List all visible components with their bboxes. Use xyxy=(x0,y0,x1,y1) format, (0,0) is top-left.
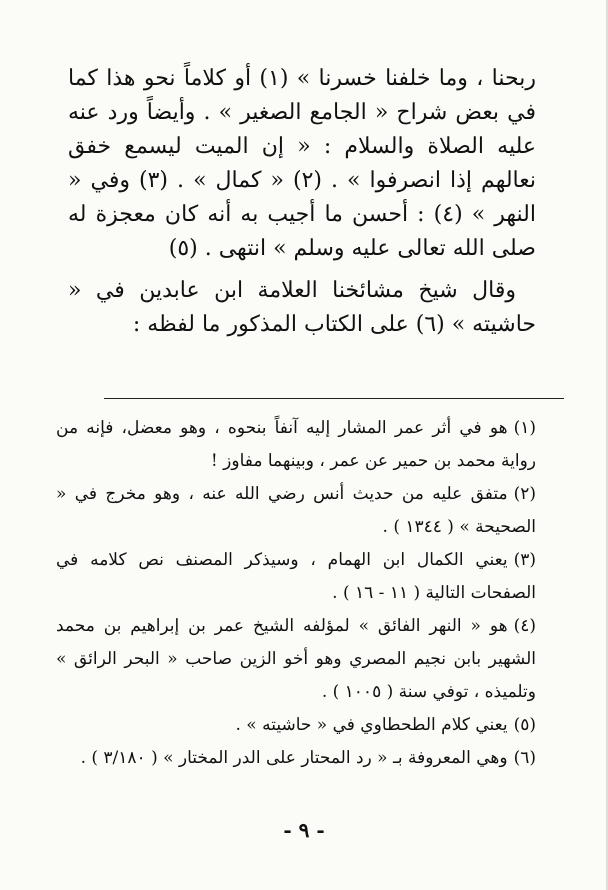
footnote-number: (٣) xyxy=(513,550,536,570)
footnote-text: وهي المعروفة بـ « رد المحتار على الدر المختار » ( ٣/١٨٠ ) . xyxy=(80,748,508,768)
footnotes xyxy=(56,412,536,775)
footnote xyxy=(56,544,536,610)
main-paragraph: وقال شيخ مشائخنا العلامة ابن عابدين في « حاشيته » (٦) على الكتاب المذكور ما لفظه : xyxy=(68,278,536,337)
footnote-number: (١) xyxy=(513,418,536,438)
main-text xyxy=(68,62,536,342)
footnote-text: هو « النهر الفائق » لمؤلفه الشيخ عمر بن إبراهيم بن محمد الشهير بابن نجيم المصري وهو أخو الزين صاحب « البحر الرائق » وتلميذه ، توفي سنة ( ١٠٠٥ ) . xyxy=(56,616,536,702)
footnote-text: متفق عليه من حديث أنس رضي الله عنه ، وهو مخرج في « الصحيحة » ( ١٣٤٤ ) . xyxy=(56,484,536,537)
footnote-number: (٥) xyxy=(513,715,536,735)
footnote xyxy=(56,478,536,544)
footnote-text: يعني الكمال ابن الهمام ، وسيذكر المصنف نص كلامه في الصفحات التالية ( ١١ - ١٦ ) . xyxy=(56,550,536,603)
page-number: - ٩ - xyxy=(283,818,325,842)
footnote-number: (٤) xyxy=(513,616,536,636)
footnote xyxy=(56,742,536,775)
footnote xyxy=(56,610,536,709)
footnote xyxy=(56,709,536,742)
footnote xyxy=(56,412,536,478)
footnote-text: هو في أثر عمر المشار إليه آنفاً بنحوه ، وهو معضل، فإنه من رواية محمد بن حمير عن عمر ، وبينهما مفاوز ! xyxy=(56,418,536,471)
footnote-number: (٢) xyxy=(513,484,536,504)
footnote-divider xyxy=(104,398,564,399)
footnote-number: (٦) xyxy=(513,748,536,768)
footnote-text: يعني كلام الطحطاوي في « حاشيته » . xyxy=(235,715,508,735)
main-paragraph: ربحنا ، وما خلفنا خسرنا » (١) أو كلاماً نحو هذا كما في بعض شراح « الجامع الصغير » . وأيضاً ورد عنه عليه الصلاة والسلام : « إن الميت ليسمع خفق نعالهم إذا انصرفوا » . (٢) « كمال » . (٣) وفي « النهر » (٤) : أحسن ما أجيب به أنه كان معجزة له صلى الله تعالى عليه وسلم » انتهى . (٥) xyxy=(68,66,536,261)
